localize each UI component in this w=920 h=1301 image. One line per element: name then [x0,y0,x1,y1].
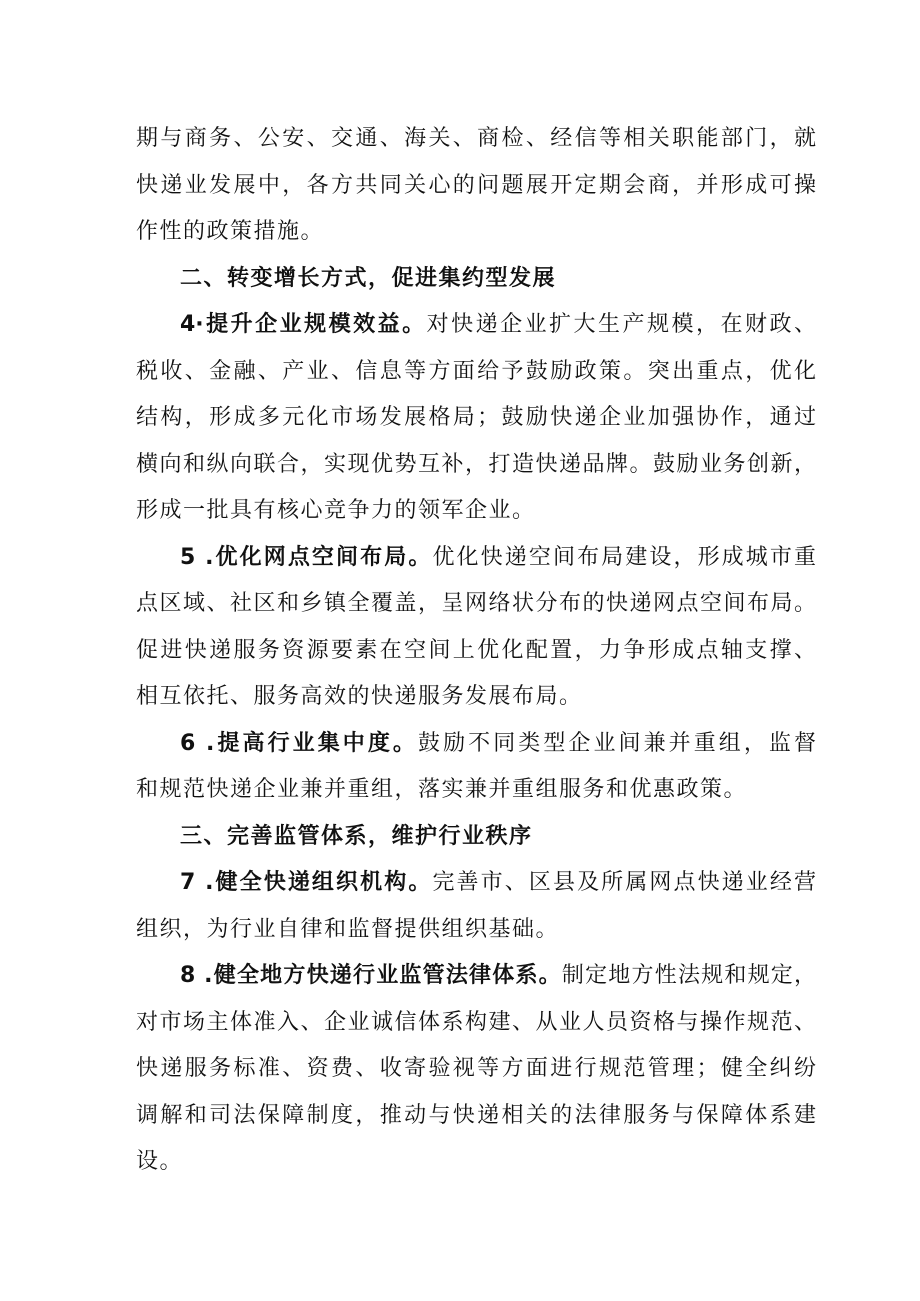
text-line: 对市场主体准入、企业诚信体系构建、从业人员资格与操作规范、 [136,1009,816,1035]
item-lead: 7 .健全快递组织机构。 [180,870,433,895]
text-line [136,721,816,768]
paragraph-item-8 [136,953,816,1186]
text-line: 税收、金融、产业、信息等方面给予鼓励政策。突出重点，优化 [136,358,816,384]
text-line: 形成一批具有核心竞争力的领军企业。 [136,498,536,523]
text-line: 快递服务标准、资费、收寄验视等方面进行规范管理；健全纠纷 [136,1056,816,1081]
item-text: 完善市、区县及所属网点快递业经营 [432,870,816,895]
text-line: 设。 [136,1149,184,1174]
item-lead: 5 .优化网点空间布局。 [180,544,433,570]
text-line: 作性的政策措施。 [136,219,325,244]
text-line: 相互依托、服务高效的快递服务发展布局。 [136,684,583,709]
text-line: 和规范快递企业兼并重组，落实兼并重组服务和优惠政策。 [136,777,748,802]
text-line: 期与商务、公安、交通、海关、商检、经信等相关职能部门，就 [136,126,816,151]
document-body [136,116,816,1186]
item-text: 优化快递空间布局建设，形成城市重 [432,544,816,570]
paragraph-item-7 [136,860,816,953]
paragraph-item-6 [136,721,816,814]
text-line: 横向和纵向联合，实现优势互补，打造快递品牌。鼓励业务创新， [136,451,816,477]
text-line: 快递业发展中，各方共同关心的问题展开定期会商，并形成可操 [136,172,816,198]
item-text: 制定地方性法规和规定， [561,963,816,988]
text-line [136,302,816,349]
text-line: 点区域、社区和乡镇全覆盖，呈网络状分布的快递网点空间布局。 [136,591,816,616]
text-line: 调解和司法保障制度，推动与快递相关的法律服务与保障体系建 [136,1102,816,1128]
paragraph-item-5 [136,535,816,721]
paragraph-continuation [136,116,816,256]
section-heading-3: 三、完善监管体系，维护行业秩序 [180,823,533,849]
item-lead: 6 .提高行业集中度。 [180,730,418,756]
text-line: 组织，为行业自律和监督提供组织基础。 [136,916,560,942]
item-lead: 8 .健全地方快递行业监管法律体系。 [180,963,562,988]
text-line: 结构，形成多元化市场发展格局；鼓励快递企业加强协作，通过 [136,405,816,430]
item-text: 鼓励不同类型企业间兼并重组，监督 [418,730,816,756]
text-line [136,535,816,582]
text-line [136,953,816,1000]
item-text: 对快递企业扩大生产规模，在财政、 [426,312,816,337]
text-line [136,860,816,907]
text-line: 促进快递服务资源要素在空间上优化配置，力争形成点轴支撑、 [136,637,816,663]
section-heading-2: 二、转变增长方式，促进集约型发展 [180,265,557,291]
paragraph-item-4 [136,302,816,535]
item-lead: 4·提升企业规模效益。 [180,312,427,337]
